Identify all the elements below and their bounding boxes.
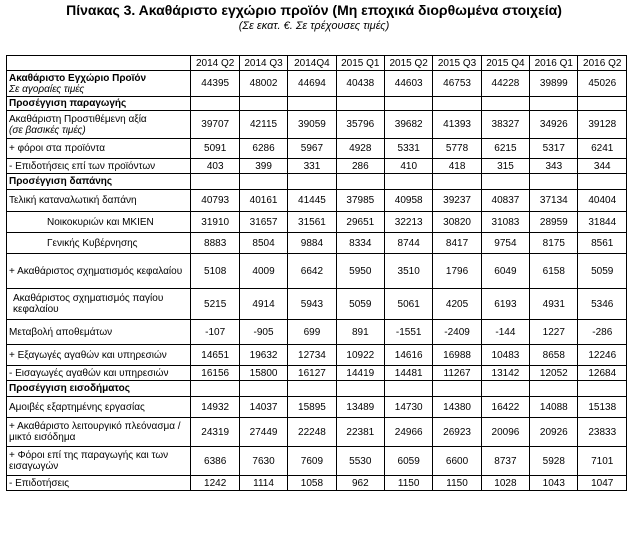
row-label: - Επιδοτήσεις επί των προϊόντων bbox=[9, 160, 156, 172]
value-cell: 29651 bbox=[336, 212, 384, 233]
row-label-cell bbox=[7, 447, 191, 476]
row-label: Ακαθάριστη Προστιθέμενη αξία bbox=[9, 113, 147, 125]
value-cell: 27449 bbox=[239, 418, 287, 447]
value-cell: -2409 bbox=[433, 320, 481, 345]
value-cell: 22381 bbox=[336, 418, 384, 447]
value-cell: 15895 bbox=[288, 397, 336, 418]
value-cell: 42115 bbox=[239, 111, 287, 139]
table-row bbox=[7, 447, 627, 476]
value-cell: 39899 bbox=[530, 71, 578, 97]
value-cell: 1150 bbox=[433, 476, 481, 491]
row-label-cell bbox=[7, 71, 191, 97]
value-cell bbox=[288, 381, 336, 397]
row-label-note: (σε βασικές τιμές) bbox=[9, 124, 86, 136]
row-label-cell bbox=[7, 174, 191, 190]
value-cell: 20096 bbox=[481, 418, 529, 447]
column-header: 2016 Q2 bbox=[578, 56, 627, 71]
header-blank-cell bbox=[7, 56, 191, 71]
value-cell: 46753 bbox=[433, 71, 481, 97]
value-cell: 1028 bbox=[481, 476, 529, 491]
value-cell: 1150 bbox=[384, 476, 432, 491]
table-row bbox=[7, 345, 627, 366]
row-label-cell bbox=[7, 212, 191, 233]
value-cell: 8744 bbox=[384, 233, 432, 254]
value-cell: -144 bbox=[481, 320, 529, 345]
table-row bbox=[7, 111, 627, 139]
value-cell: 699 bbox=[288, 320, 336, 345]
value-cell: 39059 bbox=[288, 111, 336, 139]
value-cell: 344 bbox=[578, 159, 627, 174]
row-label-cell bbox=[7, 320, 191, 345]
value-cell bbox=[481, 174, 529, 190]
value-cell: 30820 bbox=[433, 212, 481, 233]
value-cell: 12734 bbox=[288, 345, 336, 366]
value-cell: 891 bbox=[336, 320, 384, 345]
row-label: + φόροι στα προϊόντα bbox=[9, 143, 105, 154]
value-cell: 13142 bbox=[481, 366, 529, 381]
value-cell: 9754 bbox=[481, 233, 529, 254]
row-label-cell bbox=[7, 254, 191, 289]
value-cell: 34926 bbox=[530, 111, 578, 139]
column-header: 2015 Q2 bbox=[384, 56, 432, 71]
value-cell: 6049 bbox=[481, 254, 529, 289]
row-label: Προσέγγιση δαπάνης bbox=[9, 176, 113, 187]
value-cell: 15800 bbox=[239, 366, 287, 381]
value-cell: 10483 bbox=[481, 345, 529, 366]
value-cell: 39682 bbox=[384, 111, 432, 139]
value-cell: 403 bbox=[191, 159, 239, 174]
value-cell: 6241 bbox=[578, 139, 627, 159]
value-cell: 418 bbox=[433, 159, 481, 174]
value-cell bbox=[239, 174, 287, 190]
value-cell: 5928 bbox=[530, 447, 578, 476]
row-label: + Φόροι επί της παραγωγής και των εισαγωγών bbox=[9, 450, 169, 472]
value-cell: 40958 bbox=[384, 190, 432, 212]
column-header: 2016 Q1 bbox=[530, 56, 578, 71]
row-label-note: Σε αγοραίες τιμές bbox=[9, 83, 85, 95]
row-label: + Εξαγωγές αγαθών και υπηρεσιών bbox=[9, 349, 167, 361]
value-cell: 8658 bbox=[530, 345, 578, 366]
value-cell: 410 bbox=[384, 159, 432, 174]
row-label-cell bbox=[7, 111, 191, 139]
value-cell bbox=[191, 97, 239, 111]
value-cell: 5061 bbox=[384, 289, 432, 320]
value-cell bbox=[288, 174, 336, 190]
table-body bbox=[7, 56, 627, 491]
value-cell bbox=[433, 381, 481, 397]
value-cell: 37985 bbox=[336, 190, 384, 212]
value-cell: 5346 bbox=[578, 289, 627, 320]
value-cell: 11267 bbox=[433, 366, 481, 381]
value-cell bbox=[530, 381, 578, 397]
value-cell: 5778 bbox=[433, 139, 481, 159]
value-cell: 1227 bbox=[530, 320, 578, 345]
value-cell: 14037 bbox=[239, 397, 287, 418]
value-cell: 39707 bbox=[191, 111, 239, 139]
table-row bbox=[7, 190, 627, 212]
value-cell: 14932 bbox=[191, 397, 239, 418]
value-cell bbox=[384, 174, 432, 190]
value-cell: 6215 bbox=[481, 139, 529, 159]
value-cell: 8334 bbox=[336, 233, 384, 254]
table-title: Πίνακας 3. Ακαθάριστο εγχώριο προϊόν (Μη εποχικά διορθωμένα στοιχεία) bbox=[66, 2, 562, 18]
value-cell: 16422 bbox=[481, 397, 529, 418]
value-cell bbox=[481, 381, 529, 397]
value-cell: 24966 bbox=[384, 418, 432, 447]
table-row bbox=[7, 289, 627, 320]
table-row bbox=[7, 418, 627, 447]
value-cell: 39128 bbox=[578, 111, 627, 139]
value-cell: 7101 bbox=[578, 447, 627, 476]
value-cell: 1047 bbox=[578, 476, 627, 491]
value-cell: 1114 bbox=[239, 476, 287, 491]
value-cell: 40793 bbox=[191, 190, 239, 212]
value-cell: 16988 bbox=[433, 345, 481, 366]
value-cell: 5950 bbox=[336, 254, 384, 289]
value-cell: 44395 bbox=[191, 71, 239, 97]
value-cell: 8737 bbox=[481, 447, 529, 476]
row-label: Τελική καταναλωτική δαπάνη bbox=[9, 195, 137, 206]
value-cell: 1043 bbox=[530, 476, 578, 491]
value-cell: 16127 bbox=[288, 366, 336, 381]
value-cell: 20926 bbox=[530, 418, 578, 447]
value-cell bbox=[239, 381, 287, 397]
value-cell: 1242 bbox=[191, 476, 239, 491]
column-header: 2014Q4 bbox=[288, 56, 336, 71]
value-cell bbox=[288, 97, 336, 111]
section-header-row bbox=[7, 381, 627, 397]
value-cell: 31910 bbox=[191, 212, 239, 233]
value-cell: 31844 bbox=[578, 212, 627, 233]
column-header: 2015 Q1 bbox=[336, 56, 384, 71]
value-cell bbox=[578, 381, 627, 397]
value-cell: 28959 bbox=[530, 212, 578, 233]
value-cell: 4009 bbox=[239, 254, 287, 289]
column-header: 2015 Q3 bbox=[433, 56, 481, 71]
table-row bbox=[7, 159, 627, 174]
value-cell: 12246 bbox=[578, 345, 627, 366]
header-row bbox=[7, 56, 627, 71]
value-cell: 331 bbox=[288, 159, 336, 174]
value-cell bbox=[433, 174, 481, 190]
value-cell: 1796 bbox=[433, 254, 481, 289]
value-cell: 399 bbox=[239, 159, 287, 174]
value-cell: 40837 bbox=[481, 190, 529, 212]
value-cell: 8175 bbox=[530, 233, 578, 254]
value-cell: 13489 bbox=[336, 397, 384, 418]
value-cell bbox=[530, 97, 578, 111]
value-cell: 44694 bbox=[288, 71, 336, 97]
value-cell: 38327 bbox=[481, 111, 529, 139]
value-cell: 44228 bbox=[481, 71, 529, 97]
table-row bbox=[7, 476, 627, 491]
value-cell bbox=[191, 174, 239, 190]
value-cell: 4205 bbox=[433, 289, 481, 320]
row-label: - Εισαγωγές αγαθών και υπηρεσιών bbox=[9, 367, 169, 379]
column-header: 2015 Q4 bbox=[481, 56, 529, 71]
row-label-cell bbox=[7, 233, 191, 254]
column-header: 2014 Q3 bbox=[239, 56, 287, 71]
value-cell: 39237 bbox=[433, 190, 481, 212]
value-cell: 48002 bbox=[239, 71, 287, 97]
value-cell: 5108 bbox=[191, 254, 239, 289]
value-cell bbox=[384, 97, 432, 111]
value-cell: 41445 bbox=[288, 190, 336, 212]
value-cell: 3510 bbox=[384, 254, 432, 289]
row-label-cell bbox=[7, 345, 191, 366]
value-cell: 24319 bbox=[191, 418, 239, 447]
row-label: Μεταβολή αποθεμάτων bbox=[9, 326, 113, 338]
table-row bbox=[7, 254, 627, 289]
value-cell bbox=[239, 97, 287, 111]
table-row bbox=[7, 397, 627, 418]
row-label: Ακαθάριστο Εγχώριο Προϊόν bbox=[9, 72, 147, 84]
value-cell: 45026 bbox=[578, 71, 627, 97]
value-cell: 6286 bbox=[239, 139, 287, 159]
value-cell bbox=[336, 174, 384, 190]
value-cell: 5059 bbox=[336, 289, 384, 320]
value-cell bbox=[578, 174, 627, 190]
value-cell: 14481 bbox=[384, 366, 432, 381]
row-label-cell bbox=[7, 139, 191, 159]
value-cell: 10922 bbox=[336, 345, 384, 366]
value-cell: 16156 bbox=[191, 366, 239, 381]
value-cell: 7609 bbox=[288, 447, 336, 476]
table-row bbox=[7, 139, 627, 159]
value-cell bbox=[481, 97, 529, 111]
row-label: Νοικοκυριών και ΜΚΙΕΝ bbox=[47, 216, 154, 228]
value-cell: 31561 bbox=[288, 212, 336, 233]
value-cell: 37134 bbox=[530, 190, 578, 212]
value-cell: 31083 bbox=[481, 212, 529, 233]
value-cell: 5215 bbox=[191, 289, 239, 320]
value-cell: 5943 bbox=[288, 289, 336, 320]
value-cell: 4928 bbox=[336, 139, 384, 159]
gdp-table bbox=[6, 55, 627, 491]
value-cell: 962 bbox=[336, 476, 384, 491]
row-label-cell bbox=[7, 159, 191, 174]
row-label-cell bbox=[7, 97, 191, 111]
table-subtitle: (Σε εκατ. €. Σε τρέχουσες τιμές) bbox=[238, 20, 390, 32]
value-cell: 40404 bbox=[578, 190, 627, 212]
value-cell: 14730 bbox=[384, 397, 432, 418]
value-cell: 35796 bbox=[336, 111, 384, 139]
value-cell: -1551 bbox=[384, 320, 432, 345]
value-cell: 1058 bbox=[288, 476, 336, 491]
value-cell: 5331 bbox=[384, 139, 432, 159]
table-row bbox=[7, 366, 627, 381]
value-cell: 40161 bbox=[239, 190, 287, 212]
table-row bbox=[7, 320, 627, 345]
value-cell: 15138 bbox=[578, 397, 627, 418]
section-header-row bbox=[7, 174, 627, 190]
row-label: + Ακαθάριστο λειτουργικό πλεόνασμα /μικτό εισόδημα bbox=[9, 421, 181, 443]
value-cell: 5317 bbox=[530, 139, 578, 159]
value-cell: 6193 bbox=[481, 289, 529, 320]
row-label: Προσέγγιση παραγωγής bbox=[9, 98, 127, 109]
value-cell: 286 bbox=[336, 159, 384, 174]
value-cell: 6642 bbox=[288, 254, 336, 289]
value-cell: 315 bbox=[481, 159, 529, 174]
value-cell: 7630 bbox=[239, 447, 287, 476]
value-cell: 44603 bbox=[384, 71, 432, 97]
value-cell: 6158 bbox=[530, 254, 578, 289]
value-cell: 6386 bbox=[191, 447, 239, 476]
value-cell: 22248 bbox=[288, 418, 336, 447]
row-label: - Επιδοτήσεις bbox=[9, 477, 70, 489]
value-cell bbox=[336, 381, 384, 397]
value-cell: 19632 bbox=[239, 345, 287, 366]
row-label-cell bbox=[7, 381, 191, 397]
value-cell: 9884 bbox=[288, 233, 336, 254]
value-cell: 5967 bbox=[288, 139, 336, 159]
row-label: Αμοιβές εξαρτημένης εργασίας bbox=[9, 401, 145, 413]
row-label-cell bbox=[7, 190, 191, 212]
value-cell: -107 bbox=[191, 320, 239, 345]
value-cell: -286 bbox=[578, 320, 627, 345]
value-cell: 8417 bbox=[433, 233, 481, 254]
table-row bbox=[7, 212, 627, 233]
row-label: Ακαθάριστος σχηματισμός παγίου κεφαλαίου bbox=[13, 293, 164, 315]
value-cell bbox=[336, 97, 384, 111]
value-cell: 4931 bbox=[530, 289, 578, 320]
value-cell bbox=[578, 97, 627, 111]
value-cell: 8883 bbox=[191, 233, 239, 254]
value-cell: 5059 bbox=[578, 254, 627, 289]
value-cell: 6059 bbox=[384, 447, 432, 476]
column-header: 2014 Q2 bbox=[191, 56, 239, 71]
row-label: Γενικής Κυβέρνησης bbox=[47, 237, 138, 249]
value-cell: 32213 bbox=[384, 212, 432, 233]
value-cell: 26923 bbox=[433, 418, 481, 447]
value-cell: 8504 bbox=[239, 233, 287, 254]
value-cell: 40438 bbox=[336, 71, 384, 97]
row-label-cell bbox=[7, 289, 191, 320]
value-cell bbox=[191, 381, 239, 397]
row-label: Προσέγγιση εισοδήματος bbox=[9, 383, 130, 394]
value-cell: 14380 bbox=[433, 397, 481, 418]
value-cell: 14088 bbox=[530, 397, 578, 418]
value-cell: 6600 bbox=[433, 447, 481, 476]
value-cell: 23833 bbox=[578, 418, 627, 447]
table-row bbox=[7, 71, 627, 97]
value-cell bbox=[384, 381, 432, 397]
row-label-cell bbox=[7, 476, 191, 491]
value-cell bbox=[530, 174, 578, 190]
value-cell: 41393 bbox=[433, 111, 481, 139]
value-cell: 8561 bbox=[578, 233, 627, 254]
row-label-cell bbox=[7, 418, 191, 447]
value-cell: 343 bbox=[530, 159, 578, 174]
value-cell: 14419 bbox=[336, 366, 384, 381]
value-cell: 14616 bbox=[384, 345, 432, 366]
value-cell bbox=[433, 97, 481, 111]
row-label: + Ακαθάριστος σχηματισμός κεφαλαίου bbox=[9, 265, 183, 277]
value-cell: 4914 bbox=[239, 289, 287, 320]
value-cell: 12052 bbox=[530, 366, 578, 381]
value-cell: -905 bbox=[239, 320, 287, 345]
value-cell: 14651 bbox=[191, 345, 239, 366]
section-header-row bbox=[7, 97, 627, 111]
table-row bbox=[7, 233, 627, 254]
value-cell: 31657 bbox=[239, 212, 287, 233]
value-cell: 5530 bbox=[336, 447, 384, 476]
value-cell: 5091 bbox=[191, 139, 239, 159]
row-label-cell bbox=[7, 366, 191, 381]
row-label-cell bbox=[7, 397, 191, 418]
value-cell: 12684 bbox=[578, 366, 627, 381]
